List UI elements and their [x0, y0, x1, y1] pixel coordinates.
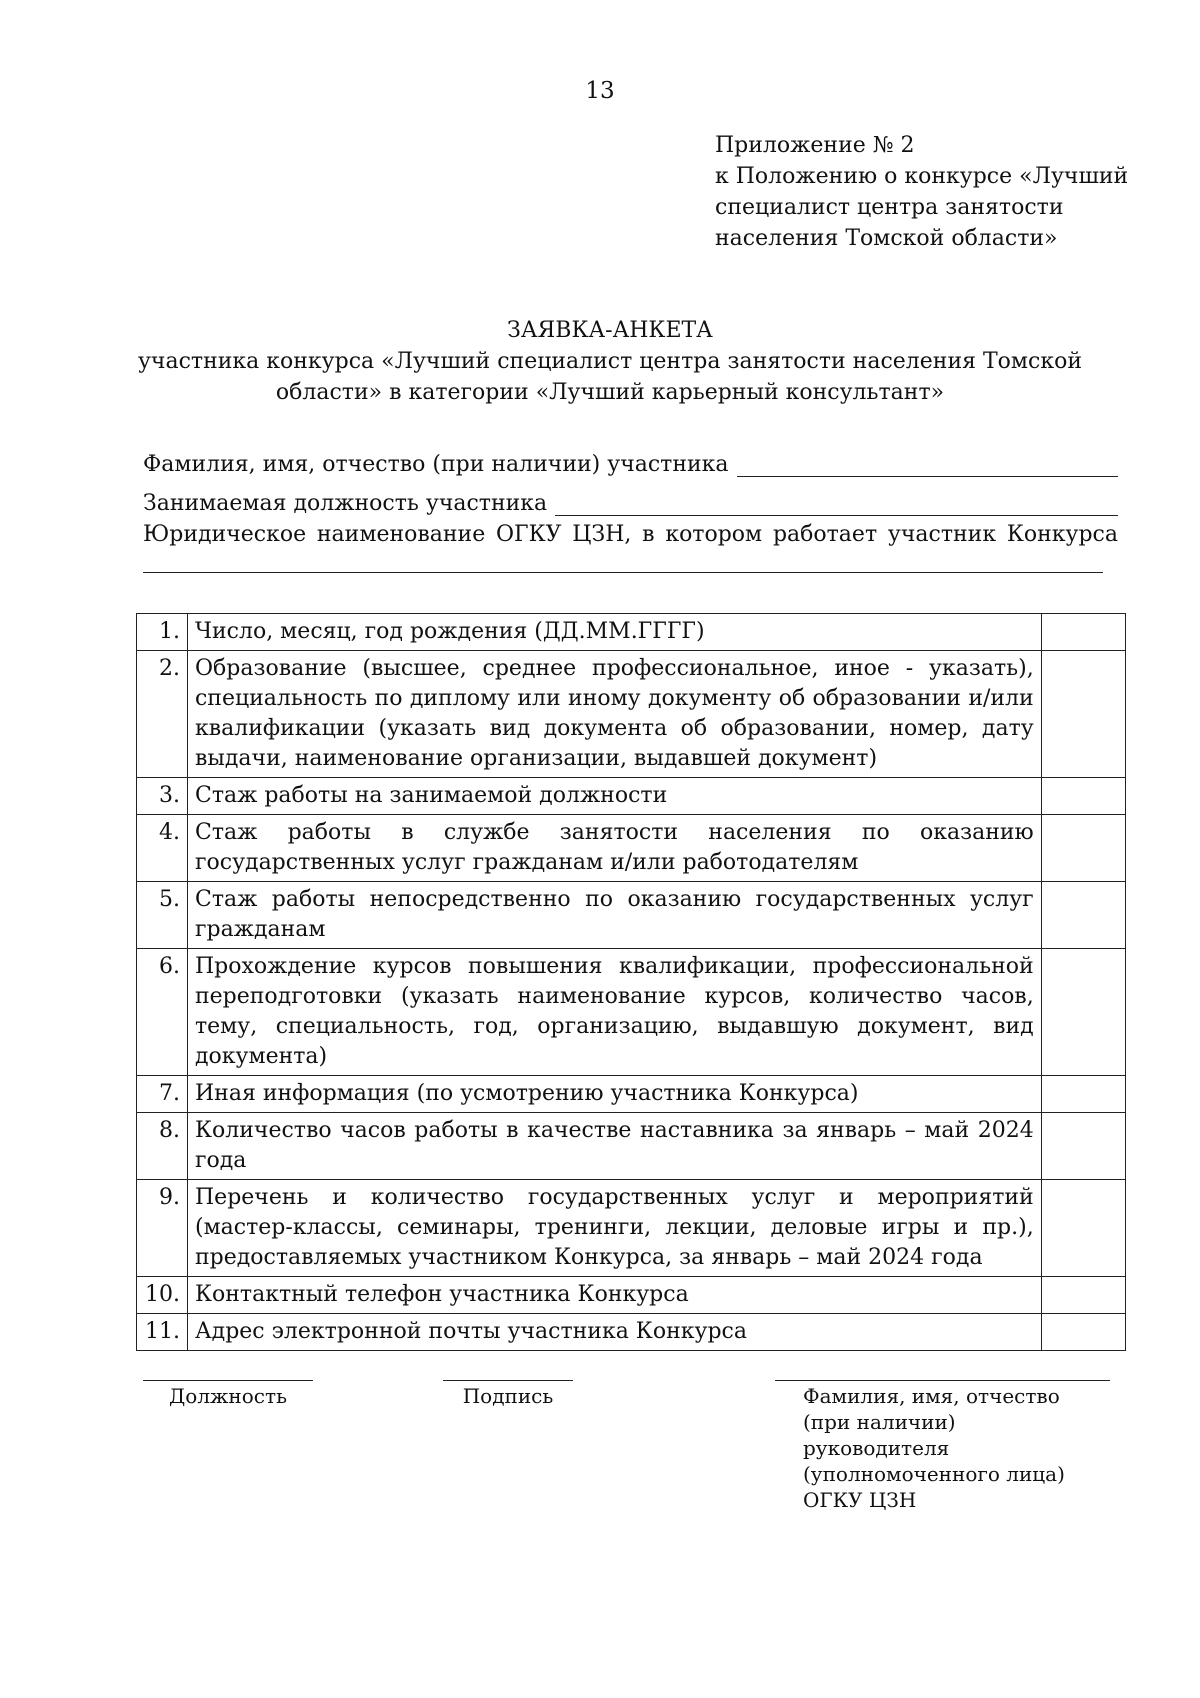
row-number: 3.: [137, 778, 188, 815]
row-number: 5.: [137, 882, 188, 949]
row-value-cell[interactable]: [1041, 1277, 1125, 1314]
row-label: Стаж работы в службе занятости населения по оказанию государственных услуг гражданам и/или работодателям: [187, 815, 1041, 882]
row-value-cell[interactable]: [1041, 1314, 1125, 1351]
row-number: 6.: [137, 949, 188, 1076]
table-row: [137, 651, 1126, 778]
row-number: 11.: [137, 1314, 188, 1351]
signature-block: [443, 1380, 573, 1409]
row-label: Иная информация (по усмотрению участника Конкурса): [187, 1076, 1041, 1113]
row-label: Число, месяц, год рождения (ДД.ММ.ГГГГ): [187, 614, 1041, 651]
position-blank[interactable]: [555, 493, 1118, 516]
table-row: [137, 949, 1126, 1076]
table-row: [137, 815, 1126, 882]
table-row: [137, 1314, 1126, 1351]
position-caption: Должность: [169, 1384, 287, 1408]
name-signature-block: [775, 1380, 1110, 1513]
row-value-cell[interactable]: [1041, 1180, 1125, 1277]
row-label: Прохождение курсов повышения квалификации, профессиональной переподготовки (указать наименование курсов, количество часов, тему, специальность, год, организацию, выдавшую документ, вид документа): [187, 949, 1041, 1076]
signature-caption: Подпись: [462, 1384, 554, 1408]
full-name-blank[interactable]: [737, 454, 1118, 477]
appendix-line: специалист центра занятости: [715, 195, 1064, 220]
row-value-cell[interactable]: [1041, 614, 1125, 651]
row-value-cell[interactable]: [1041, 778, 1125, 815]
appendix-line: населения Томской области»: [715, 226, 1058, 251]
table-row: [137, 1076, 1126, 1113]
row-number: 2.: [137, 651, 188, 778]
row-number: 10.: [137, 1277, 188, 1314]
row-number: 4.: [137, 815, 188, 882]
application-table: [136, 613, 1126, 1351]
row-label: Контактный телефон участника Конкурса: [187, 1277, 1041, 1314]
appendix-note: [715, 130, 1155, 254]
row-label: Адрес электронной почты участника Конкурса: [187, 1314, 1041, 1351]
appendix-line: Приложение № 2: [715, 133, 915, 158]
row-number: 7.: [137, 1076, 188, 1113]
row-label: Перечень и количество государственных услуг и мероприятий (мастер-классы, семинары, тренинги, лекции, деловые игры и пр.), предоставляемых участником Конкурса, за январь – май 2024 года: [187, 1180, 1041, 1277]
row-number: 8.: [137, 1113, 188, 1180]
appendix-line: к Положению о конкурсе «Лучший: [715, 164, 1129, 189]
title-subtitle-line: области» в категории «Лучший карьерный консультант»: [275, 380, 945, 405]
row-value-cell[interactable]: [1041, 949, 1125, 1076]
row-value-cell[interactable]: [1041, 1076, 1125, 1113]
full-name-field: [143, 452, 1118, 477]
row-label: Количество часов работы в качестве наставника за январь – май 2024 года: [187, 1113, 1041, 1180]
row-value-cell[interactable]: [1041, 1113, 1125, 1180]
row-label: Стаж работы непосредственно по оказанию государственных услуг гражданам: [187, 882, 1041, 949]
organization-blank[interactable]: [143, 572, 1103, 573]
title-subtitle-line: участника конкурса «Лучший специалист центра занятости населения Томской: [137, 349, 1083, 374]
page-number: 13: [585, 78, 615, 104]
table-row: [137, 1113, 1126, 1180]
organization-label: Юридическое наименование ОГКУ ЦЗН, в котором работает участник Конкурса: [143, 522, 1118, 547]
full-name-label: Фамилия, имя, отчество (при наличии) участника: [143, 452, 729, 477]
name-caption: Фамилия, имя, отчество (при наличии) руководителя (уполномоченного лица) ОГКУ ЦЗН: [803, 1384, 1065, 1512]
table-row: [137, 778, 1126, 815]
row-number: 1.: [137, 614, 188, 651]
position-label: Занимаемая должность участника: [143, 491, 548, 516]
row-label: Образование (высшее, среднее профессиональное, иное - указать), специальность по диплому или иному документу об образовании и/или квалификации (указать вид документа об образовании, номер, дату выдачи, наименование организации, выдавшей документ): [187, 651, 1041, 778]
title-heading: ЗАЯВКА-АНКЕТА: [507, 318, 713, 343]
table-row: [137, 614, 1126, 651]
table-row: [137, 882, 1126, 949]
position-field: [143, 491, 1118, 516]
document-title: [130, 315, 1090, 408]
row-label: Стаж работы на занимаемой должности: [187, 778, 1041, 815]
position-signature-block: [143, 1380, 313, 1409]
row-number: 9.: [137, 1180, 188, 1277]
row-value-cell[interactable]: [1041, 882, 1125, 949]
row-value-cell[interactable]: [1041, 651, 1125, 778]
table-row: [137, 1180, 1126, 1277]
table-row: [137, 1277, 1126, 1314]
row-value-cell[interactable]: [1041, 815, 1125, 882]
